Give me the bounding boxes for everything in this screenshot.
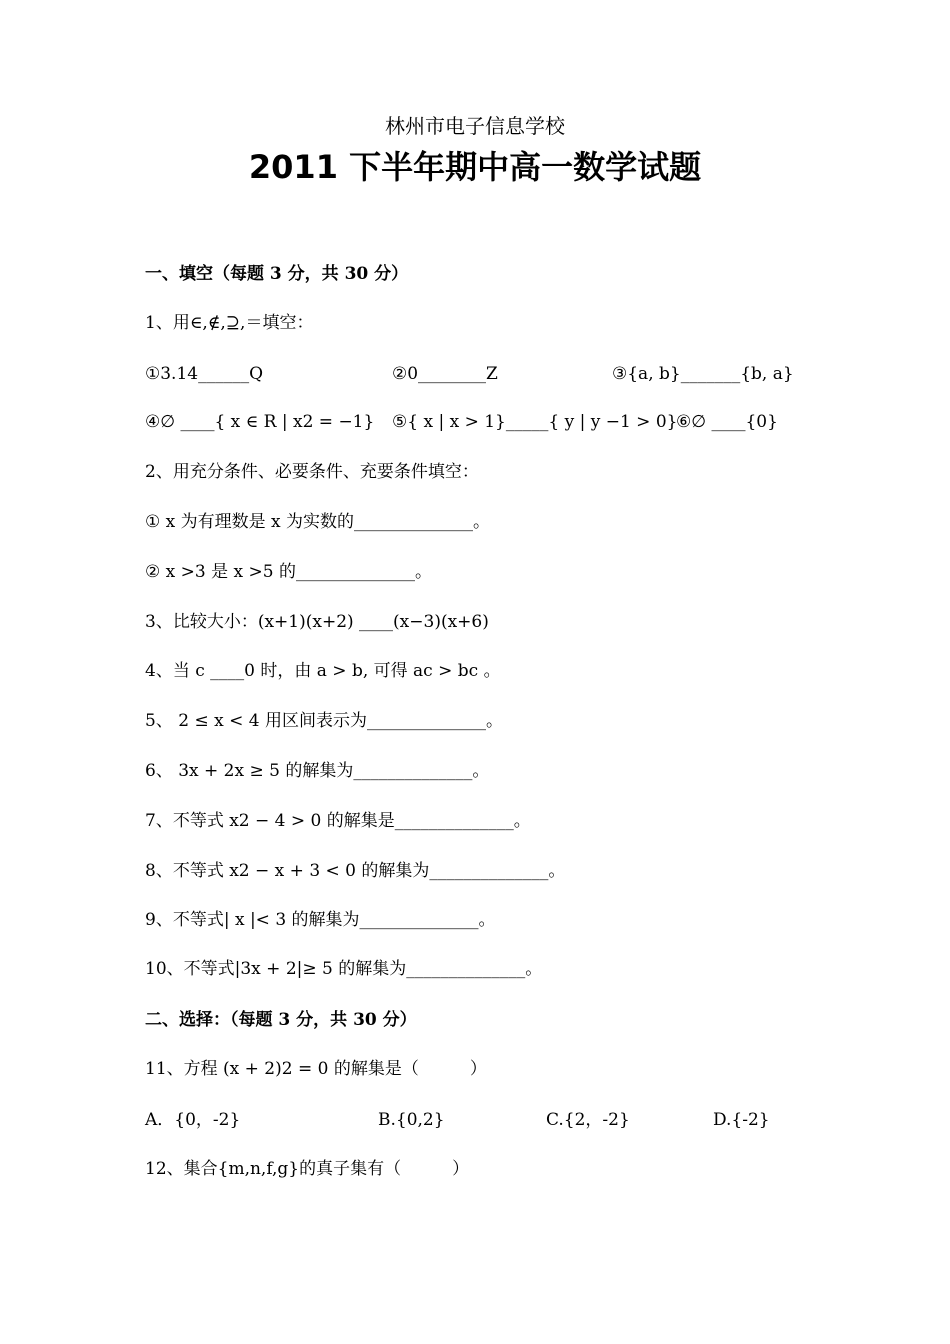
- question-11-option-a: A．{0，-2}: [145, 1110, 241, 1130]
- question-11-option-d: D.{-2}: [713, 1110, 770, 1130]
- question-7: 7、不等式 x2 − 4 > 0 的解集是______________。: [145, 811, 531, 831]
- section-heading-fill-in: 一、填空（每题 3 分，共 30 分）: [145, 264, 409, 284]
- exam-title: 2011 下半年期中高一数学试题: [248, 148, 702, 186]
- question-11-option-c: C.{2，-2}: [546, 1110, 630, 1130]
- question-10: 10、不等式|3x + 2|≥ 5 的解集为______________。: [145, 959, 543, 979]
- question-9: 9、不等式| x |< 3 的解集为______________。: [145, 910, 496, 930]
- question-1-item-2: ②0________Z: [392, 364, 498, 384]
- question-1-item-1: ①3.14______Q: [145, 364, 264, 384]
- question-1: 1、用∈,∉,⊇,＝填空：: [145, 313, 314, 333]
- question-2: 2、用充分条件、必要条件、充要条件填空：: [145, 462, 479, 482]
- question-11: 11、方程 (x + 2)2 = 0 的解集是（ ）: [145, 1059, 487, 1079]
- question-1-item-3: ③{a, b}_______{b, a}: [612, 364, 794, 384]
- question-12: 12、集合{m,n,f,g}的真子集有（ ）: [145, 1159, 470, 1179]
- question-2-item-1: ① x 为有理数是 x 为实数的______________。: [145, 512, 491, 532]
- question-8: 8、不等式 x2 − x + 3 < 0 的解集为______________。: [145, 861, 566, 881]
- question-1-item-4: ④∅ ____{ x ∈ R | x2 = −1}: [145, 412, 375, 432]
- question-5: 5、 2 ≤ x < 4 用区间表示为______________。: [145, 711, 503, 731]
- question-1-item-6: ⑥∅ ____{0}: [676, 412, 778, 432]
- question-1-item-5: ⑤{ x | x > 1}_____{ y | y −1 > 0}: [392, 412, 678, 432]
- question-11-option-b: B.{0,2}: [378, 1110, 445, 1130]
- question-3: 3、比较大小：(x+1)(x+2) ____(x−3)(x+6): [145, 612, 489, 632]
- question-2-item-2: ② x >3 是 x >5 的______________。: [145, 562, 432, 582]
- school-name: 林州市电子信息学校: [385, 114, 565, 138]
- section-heading-choice: 二、选择：（每题 3 分，共 30 分）: [145, 1010, 417, 1030]
- question-4: 4、当 c ____0 时，由 a > b, 可得 ac > bc 。: [145, 661, 501, 681]
- question-6: 6、 3x + 2x ≥ 5 的解集为______________。: [145, 761, 490, 781]
